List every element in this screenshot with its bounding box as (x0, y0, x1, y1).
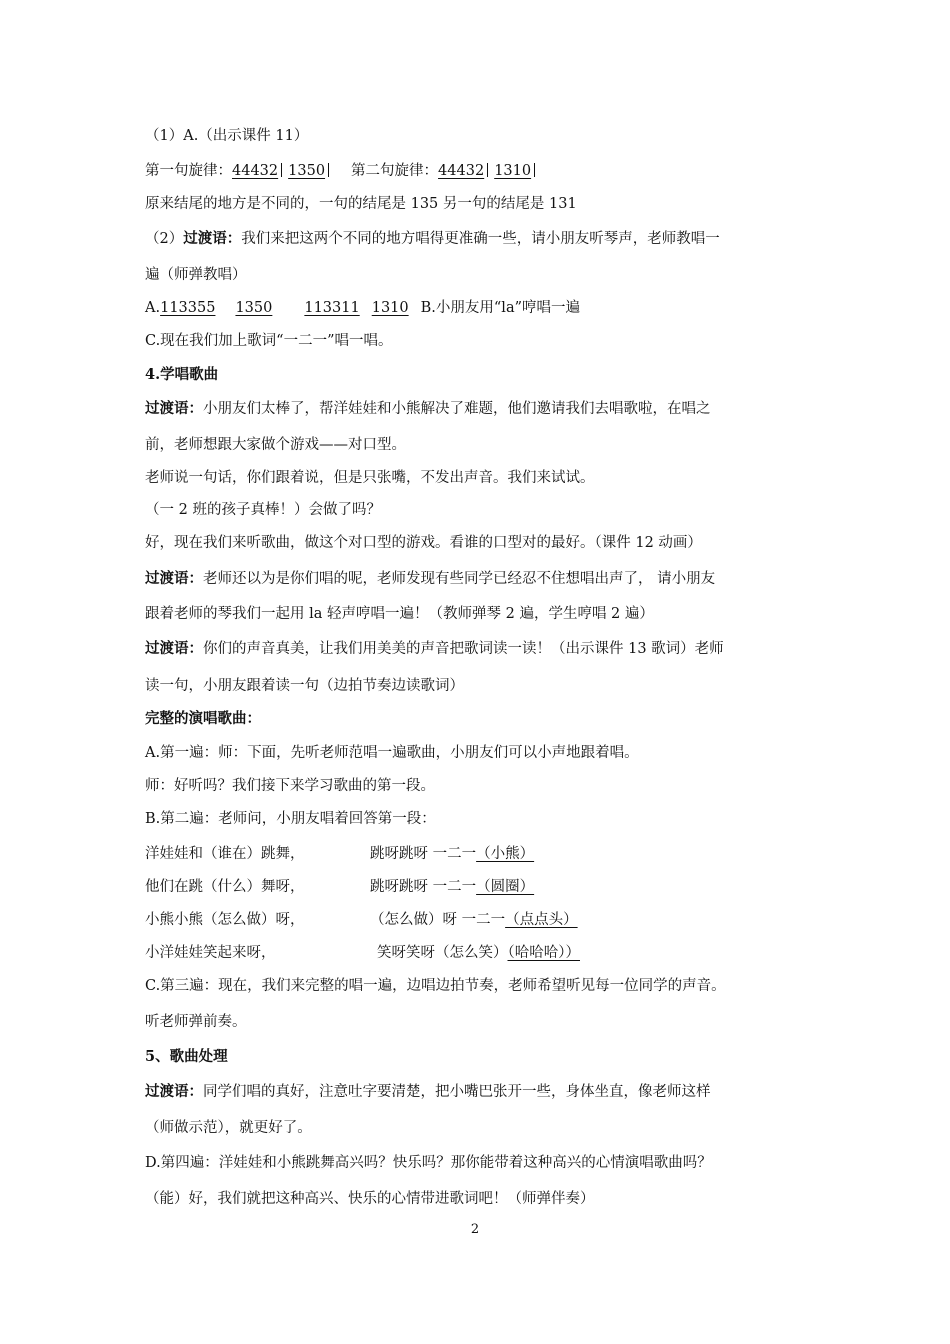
melody-practice-line: A.113355 1350 113311 1310 B.小朋友用“la”哼唱一遍 (145, 300, 580, 316)
section-heading: 4.学唱歌曲 (145, 366, 219, 383)
paragraph: 读一句，小朋友跟着读一句（边拍节奏边读歌词） (145, 678, 464, 694)
transition-label: 过渡语： (145, 640, 203, 657)
paragraph-transition: 过渡语：小朋友们太棒了，帮洋娃娃和小熊解决了难题，他们邀请我们去唱歌啦，在唱之 (145, 400, 711, 417)
paragraph-transition: 过渡语：你们的声音真美，让我们用美美的声音把歌词读一读！（出示课件 13 歌词）老师 (145, 640, 724, 657)
paragraph: B.第二遍：老师问，小朋友唱着回答第一段： (145, 811, 436, 827)
paragraph: （一 2 班的孩子真棒！）会做了吗？ (145, 502, 381, 518)
lyrics-line (145, 877, 890, 897)
melody-label-2: 第二句旋律： (351, 163, 439, 179)
barline (534, 163, 535, 177)
paragraph: D.第四遍：洋娃娃和小熊跳舞高兴吗？快乐吗？那你能带着这种高兴的心情演唱歌曲吗？ (145, 1155, 712, 1171)
lyrics-question: 小洋娃娃笑起来呀， (145, 945, 276, 961)
lyrics-question: 小熊小熊（怎么做）呀， (145, 912, 305, 928)
melody-notes: 1310 (371, 300, 409, 316)
lyrics-response: 跳呀跳呀 一二一 (370, 879, 477, 895)
paragraph: 好，现在我们来听歌曲，做这个对口型的游戏。看谁的口型对的最好。（课件 12 动画） (145, 535, 702, 551)
section-heading: 完整的演唱歌曲： (145, 710, 261, 727)
paragraph-transition: （2）过渡语：我们来把这两个不同的地方唱得更准确一些，请小朋友听琴声，老师教唱一 (145, 230, 720, 247)
paragraph-transition: 过渡语：老师还以为是你们唱的呢，老师发现有些同学已经忍不住想唱出声了， 请小朋友 (145, 570, 716, 587)
melody-notes: 1350 (288, 163, 326, 179)
paragraph: 听老师弹前奏。 (145, 1014, 247, 1030)
melody-notes: 1350 (235, 300, 273, 316)
paragraph: 原来结尾的地方是不同的，一句的结尾是 135 另一句的结尾是 131 (145, 196, 577, 212)
lyrics-answer: （哈哈哈）） (507, 945, 580, 961)
lyrics-answer: （点点头） (505, 912, 578, 928)
text: （1）A.（出示课件 11） (145, 128, 309, 144)
melody-notes: 113355 (160, 300, 216, 316)
paragraph: （能）好，我们就把这种高兴、快乐的心情带进歌词吧！（师弹伴奏） (145, 1191, 595, 1207)
melody-label-1: 第一句旋律： (145, 163, 232, 179)
lyrics-response: 跳呀跳呀 一二一 (370, 846, 477, 862)
lyrics-line (145, 910, 890, 930)
transition-label: 过渡语： (145, 400, 203, 417)
paragraph: 老师说一句话，你们跟着说，但是只张嘴，不发出声音。我们来试试。 (145, 470, 595, 486)
melody-notes: 44432 (232, 163, 279, 179)
paragraph: 前，老师想跟大家做个游戏——对口型。 (145, 437, 406, 453)
paragraph: 跟着老师的琴我们一起用 la 轻声哼唱一遍！（教师弹琴 2 遍，学生哼唱 2 遍） (145, 606, 654, 622)
melody-notes: 1310 (494, 163, 532, 179)
paragraph: C.现在我们加上歌词“一二一”唱一唱。 (145, 333, 393, 349)
melody-line (145, 161, 890, 181)
transition-label: 过渡语： (183, 230, 242, 247)
melody-notes: 113311 (304, 300, 360, 316)
paragraph-transition: 过渡语：同学们唱的真好，注意吐字要清楚，把小嘴巴张开一些，身体坐直，像老师这样 (145, 1083, 711, 1100)
paragraph: A.第一遍：师：下面，先听老师范唱一遍歌曲，小朋友们可以小声地跟着唱。 (145, 745, 639, 761)
paragraph: C.第三遍：现在，我们来完整的唱一遍，边唱边拍节奏，老师希望听见每一位同学的声音。 (145, 978, 726, 994)
paragraph-step-1a (145, 126, 890, 146)
barline (328, 163, 329, 177)
paragraph: 遍（师弹教唱） (145, 267, 247, 283)
lyrics-answer: （小熊） (476, 846, 535, 862)
section-heading: 5、歌曲处理 (145, 1048, 228, 1065)
lyrics-response: 笑呀笑呀（怎么笑） (377, 945, 508, 961)
paragraph: （师做示范），就更好了。 (145, 1120, 312, 1136)
barline (281, 163, 282, 177)
lyrics-line (145, 844, 890, 864)
lyrics-response: （怎么做）呀 一二一 (370, 912, 506, 928)
transition-label: 过渡语： (145, 1083, 203, 1100)
transition-label: 过渡语： (145, 570, 203, 587)
lyrics-question: 他们在跳（什么）舞呀， (145, 879, 305, 895)
lyrics-question: 洋娃娃和（谁在）跳舞， (145, 846, 305, 862)
melody-notes: 44432 (438, 163, 485, 179)
paragraph: 师：好听吗？我们接下来学习歌曲的第一段。 (145, 778, 435, 794)
barline (487, 163, 488, 177)
lyrics-line (145, 943, 890, 963)
lyrics-answer: （圆圈） (476, 879, 535, 895)
page-number: 2 (470, 1222, 480, 1237)
